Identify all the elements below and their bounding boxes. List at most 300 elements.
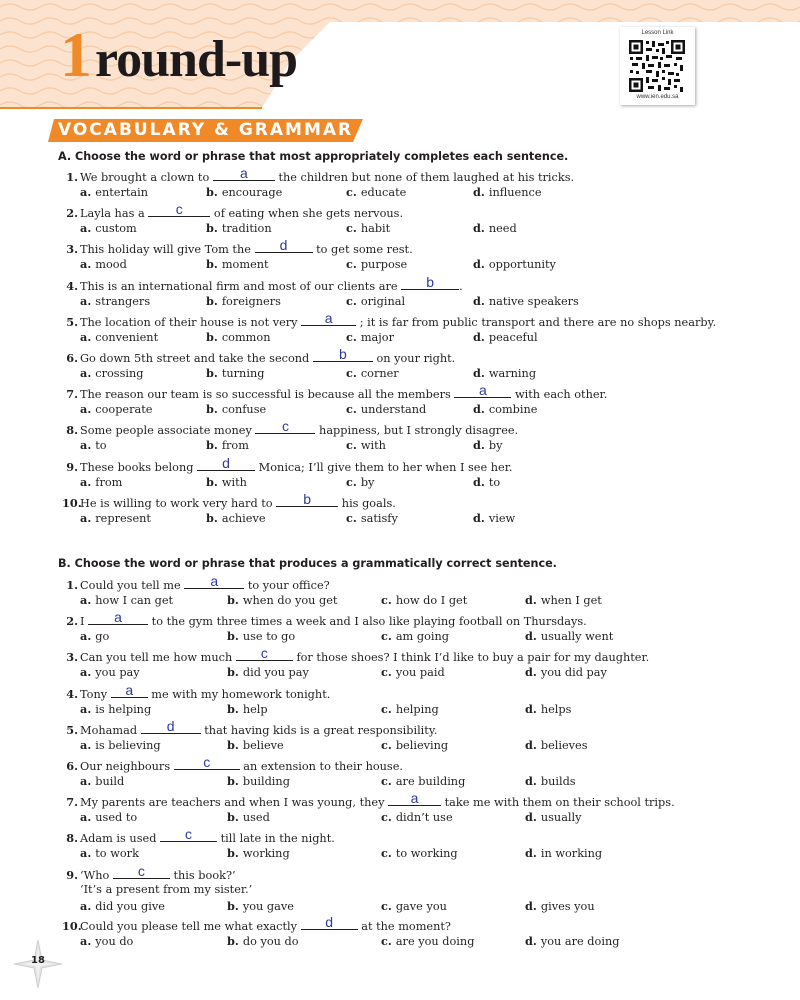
question-number: 10. [62,918,82,933]
handwritten-answer: a [478,382,487,399]
option-letter: c. [381,774,392,788]
answer-blank[interactable] [313,346,373,362]
unit-title [60,18,297,92]
option-text: you do [95,934,134,948]
answer-blank[interactable] [255,418,315,435]
question-line: 3. Can you tell me how much c for those shoes? I think I’d like to buy a pair for my daughter. [62,648,649,666]
handwritten-answer: c [185,826,193,843]
option-a[interactable] [80,256,127,273]
option-letter: d. [473,510,485,525]
option-letter: a. [80,293,92,308]
option-c[interactable] [346,365,399,382]
option-c[interactable] [346,437,386,454]
handwritten-answer: d [279,237,288,254]
option-b[interactable] [206,256,269,273]
option-letter: b. [227,629,239,644]
option-letter: d. [525,933,537,948]
answer-blank[interactable] [276,490,338,507]
option-a[interactable] [80,809,137,826]
question-line: 4. Tony a me with my homework tonight. [62,685,330,703]
option-a[interactable] [80,329,158,346]
option-text: by [488,439,503,453]
option-text: building [242,775,290,788]
option-text: help [242,702,268,716]
section-title: VOCABULARY & GRAMMAR [58,120,354,140]
answer-blank[interactable] [255,237,313,254]
option-letter: d. [525,665,537,680]
answer-blank[interactable] [388,790,441,807]
option-a[interactable] [80,628,109,645]
part-a-instruction: A. Choose the word or phrase that most appropriately completes each sentence. [58,150,569,163]
handwritten-answer: a [324,309,333,326]
option-letter: d. [473,185,485,199]
option-a[interactable] [80,845,139,862]
option-letter: d. [473,257,485,272]
option-c[interactable] [346,510,398,527]
question-number: 2. [66,206,78,221]
option-text: to working [395,847,458,861]
option-text: when I get [540,594,602,607]
option-letter: d. [525,737,537,752]
question-number: 8. [66,831,78,846]
option-a[interactable] [80,592,173,609]
option-letter: c. [381,810,392,825]
option-text: entertain [95,186,149,199]
option-d[interactable] [525,737,588,754]
answer-blank[interactable] [401,273,459,290]
option-letter: b. [206,366,218,380]
option-b[interactable] [227,809,270,826]
question-line: 5. The location of their house is not very a ; it is far from public transport and there are no shops nearby. [62,313,716,331]
option-text: usually [540,811,582,825]
option-text: need [488,222,517,236]
question-number: 4. [66,278,78,293]
option-text: did you pay [242,666,309,680]
option-letter: d. [473,221,485,236]
option-b[interactable] [206,329,270,346]
option-c[interactable] [346,293,405,310]
question-line: 1. Could you tell me a to your office? [62,576,330,594]
option-letter: a. [80,701,92,716]
option-letter: d. [525,629,537,644]
option-d[interactable] [525,933,619,950]
option-text: believes [540,738,588,752]
option-c[interactable] [381,773,465,790]
unit-number: 1 [60,19,91,90]
option-text: you are doing [540,934,620,948]
question-line-2: ‘It’s a present from my sister.’ [80,882,253,896]
option-d[interactable] [473,401,538,418]
question-number: 8. [66,423,78,438]
option-d[interactable] [525,845,602,862]
question-line: 8. Some people associate money c happiness, but I strongly disagree. [62,421,518,439]
handwritten-answer: a [114,609,122,626]
option-text: cooperate [95,403,153,417]
option-c[interactable] [381,809,453,826]
option-letter: b. [227,701,239,716]
option-c[interactable] [381,737,448,754]
option-d[interactable] [473,474,500,491]
option-text: view [488,511,516,525]
option-c[interactable] [381,628,449,645]
option-c[interactable] [381,933,474,950]
option-text: you pay [95,666,140,680]
option-b[interactable] [227,701,268,718]
option-letter: a. [80,438,92,453]
option-d[interactable] [473,329,538,346]
answer-blank[interactable] [213,165,275,181]
option-letter: b. [206,329,218,344]
question-line: 6. Go down 5th street and take the second b on your right. [62,349,455,367]
question-number: 1. [66,170,78,184]
option-d[interactable] [473,256,556,273]
question-number: 5. [66,314,78,329]
option-text: usually went [540,630,614,644]
question-line: 5. Mohamad d that having kids is a great responsibility. [62,721,437,739]
option-a[interactable] [80,293,150,310]
option-b[interactable] [227,592,337,609]
option-letter: d. [525,774,537,788]
lesson-link-card[interactable] [620,27,695,105]
option-letter: c. [346,221,357,236]
option-letter: c. [346,329,357,344]
option-letter: a. [80,665,92,680]
option-text: builds [540,775,576,788]
answer-blank[interactable] [148,201,210,218]
option-letter: a. [80,810,92,825]
option-letter: a. [80,257,92,272]
option-text: corner [360,367,399,380]
question-number: 6. [66,759,78,773]
option-b[interactable] [227,664,309,681]
option-text: gives you [540,899,595,913]
option-a[interactable] [80,365,144,382]
option-text: use to go [242,630,296,644]
option-letter: a. [80,737,92,752]
option-letter: d. [473,474,485,489]
option-letter: c. [346,293,357,308]
option-text: am going [395,630,450,644]
question-line: 9. ‘Who c this book?’ [62,866,236,884]
option-letter: c. [381,933,392,948]
option-c[interactable] [381,664,445,681]
option-text: to [95,439,107,453]
option-a[interactable] [80,933,133,950]
option-letter: b. [206,474,218,489]
option-text: helps [540,702,572,716]
handwritten-answer: c [137,862,145,879]
option-text: moment [221,258,269,272]
answer-blank[interactable] [141,717,201,734]
option-c[interactable] [381,898,447,915]
handwritten-answer: a [239,165,248,181]
question-number: 7. [66,795,78,810]
option-text: turning [221,367,265,380]
option-a[interactable] [80,773,124,790]
option-text: mood [95,258,127,272]
option-letter: a. [80,366,92,380]
option-letter: d. [473,329,485,344]
option-b[interactable] [227,845,290,862]
option-text: encourage [221,186,283,199]
option-letter: c. [381,846,392,861]
option-text: confuse [221,403,267,417]
option-b[interactable] [206,184,282,201]
question-line: 10.Could you please tell me what exactly d at the moment? [62,913,451,933]
option-text: are building [395,775,466,788]
question-line: 6. Our neighbours c an extension to their house. [62,757,403,775]
option-letter: c. [346,474,357,489]
option-a[interactable] [80,220,137,237]
handwritten-answer: a [125,681,134,698]
option-text: represent [95,511,151,525]
option-a[interactable] [80,474,122,491]
option-letter: b. [206,185,218,199]
handwritten-answer: c [281,418,289,435]
option-letter: c. [346,438,357,453]
option-letter: b. [227,774,239,788]
option-d[interactable] [525,701,571,718]
option-d[interactable] [473,293,579,310]
option-text: didn’t use [395,811,453,825]
option-text: educate [360,186,407,199]
option-text: original [360,294,406,308]
option-letter: c. [346,257,357,272]
option-letter: b. [206,293,218,308]
question-line: 10.He is willing to work very hard to b his goals. [62,490,396,510]
option-letter: a. [80,846,92,861]
answer-blank[interactable] [160,826,217,843]
option-a[interactable] [80,401,152,418]
option-b[interactable] [206,220,272,237]
option-text: did you give [95,899,165,913]
option-b[interactable] [227,773,290,790]
option-letter: d. [525,846,537,861]
option-text: from [221,439,249,453]
option-letter: c. [381,593,392,607]
option-text: combine [488,403,538,417]
question-number: 3. [66,650,78,665]
option-text: with [360,439,386,453]
option-text: habit [360,222,391,236]
page-number: 18 [31,955,45,966]
option-c[interactable] [346,256,407,273]
option-a[interactable] [80,437,107,454]
option-text: opportunity [488,258,556,272]
option-a[interactable] [80,701,151,718]
option-text: you gave [242,899,294,913]
option-text: common [221,330,271,344]
option-text: believe [242,738,284,752]
option-letter: d. [525,810,537,825]
option-b[interactable] [206,510,266,527]
option-c[interactable] [346,474,374,491]
question-line: 1. We brought a clown to a the children but none of them laughed at his tricks. [62,168,574,186]
question-number: 10. [62,495,82,510]
option-text: warning [488,367,537,380]
option-letter: d. [525,898,537,913]
question-line: 2. I a to the gym three times a week and I also like playing football on Thursdays. [62,612,587,630]
option-d[interactable] [473,220,517,237]
option-d[interactable] [525,628,613,645]
option-letter: b. [206,221,218,236]
option-letter: c. [381,665,392,680]
option-b[interactable] [206,474,247,491]
option-text: with [221,475,247,489]
option-letter: a. [80,221,92,236]
handwritten-answer: c [260,645,268,662]
option-letter: c. [346,366,357,380]
option-text: achieve [221,511,266,525]
question-number: 1. [66,578,78,592]
section-banner [48,119,363,142]
option-text: from [95,475,123,489]
option-letter: a. [80,185,92,199]
answer-blank[interactable] [236,645,293,662]
header-band [0,0,800,118]
option-letter: c. [381,629,392,644]
option-b[interactable] [227,628,295,645]
option-a[interactable] [80,664,140,681]
option-letter: b. [227,593,239,607]
option-letter: a. [80,933,92,948]
answer-blank[interactable] [454,382,511,399]
option-text: used [242,811,270,825]
option-letter: a. [80,402,92,417]
option-letter: b. [227,810,239,825]
answer-blank[interactable] [197,454,255,471]
option-d[interactable] [473,365,536,382]
option-d[interactable] [525,664,607,681]
option-text: to work [95,847,139,861]
option-d[interactable] [473,437,502,454]
question-number: 4. [66,686,78,701]
option-c[interactable] [381,701,439,718]
handwritten-answer: b [426,273,435,290]
question-line: 7. My parents are teachers and when I was young, they a take me with them on their school trips. [62,793,675,811]
option-b[interactable] [206,293,281,310]
option-b[interactable] [206,365,264,382]
option-b[interactable] [227,737,284,754]
option-d[interactable] [473,184,542,201]
option-b[interactable] [206,401,266,418]
option-text: understand [360,403,427,417]
question-number: 3. [66,242,78,257]
handwritten-answer: a [410,790,419,807]
option-text: is believing [95,738,161,752]
option-b[interactable] [206,437,249,454]
option-letter: a. [80,593,92,607]
option-letter: b. [206,510,218,525]
option-d[interactable] [525,773,576,790]
answer-blank[interactable] [111,681,148,698]
answer-blank[interactable] [88,609,148,626]
option-text: go [95,630,110,644]
option-c[interactable] [381,845,458,862]
option-letter: c. [381,737,392,752]
answer-blank[interactable] [301,913,358,930]
option-d[interactable] [473,510,515,527]
option-b[interactable] [227,898,294,915]
option-text: tradition [221,222,272,236]
option-letter: d. [473,293,485,308]
handwritten-answer: b [303,490,312,507]
question-line: 3. This holiday will give Tom the d to get some rest. [62,240,413,258]
answer-blank[interactable] [301,309,356,326]
option-text: by [360,475,375,489]
option-d[interactable] [525,809,582,826]
handwritten-answer: c [203,754,211,770]
option-letter: d. [473,438,485,453]
option-c[interactable] [346,184,406,201]
option-letter: a. [80,774,92,788]
option-text: when do you get [242,594,338,607]
option-b[interactable] [227,933,299,950]
handwritten-answer: c [175,201,183,218]
option-letter: d. [525,701,537,716]
option-letter: b. [227,846,239,861]
question-number: 9. [66,867,78,882]
option-a[interactable] [80,737,161,754]
answer-blank[interactable] [113,862,170,879]
option-c[interactable] [381,592,467,609]
question-line: 9. These books belong d Monica; I’ll give them to her when I see her. [62,458,512,476]
option-text: major [360,330,394,344]
answer-blank[interactable] [174,754,240,770]
option-text: to [488,475,501,489]
question-line: 2. Layla has a c of eating when she gets nervous. [62,204,403,222]
question-line: 4. This is an international firm and most of our clients are b . [62,277,463,295]
option-a[interactable] [80,184,148,201]
option-letter: d. [473,402,485,417]
option-text: influence [488,186,542,199]
question-line: 7. The reason our team is so successful is because all the members a with each other. [62,385,607,403]
option-a[interactable] [80,510,151,527]
question-number: 9. [66,459,78,474]
option-text: used to [95,811,138,825]
option-text: foreigners [221,294,281,308]
option-c[interactable] [346,220,390,237]
handwritten-answer: d [222,454,230,471]
option-letter: b. [206,257,218,272]
question-number: 7. [66,387,78,402]
option-letter: c. [346,402,357,417]
question-number: 6. [66,351,78,365]
option-letter: a. [80,629,92,644]
option-text: are you doing [395,934,475,948]
option-c[interactable] [346,329,394,346]
option-text: how do I get [395,594,468,607]
option-letter: a. [80,898,92,913]
option-d[interactable] [525,898,595,915]
handwritten-answer: d [166,717,175,734]
option-letter: b. [227,737,239,752]
option-text: purpose [360,258,408,272]
option-text: do you do [242,934,299,948]
option-text: believing [395,738,449,752]
handwritten-answer: a [210,573,219,589]
option-letter: b. [206,438,218,453]
option-letter: a. [80,329,92,344]
option-c[interactable] [346,401,426,418]
answer-blank[interactable] [184,573,244,589]
lesson-link-url[interactable]: www.ien.edu.sa [636,94,679,100]
option-d[interactable] [525,592,602,609]
option-text: crossing [95,367,144,380]
option-text: build [95,775,125,788]
option-text: is helping [95,702,152,716]
option-a[interactable] [80,898,165,915]
